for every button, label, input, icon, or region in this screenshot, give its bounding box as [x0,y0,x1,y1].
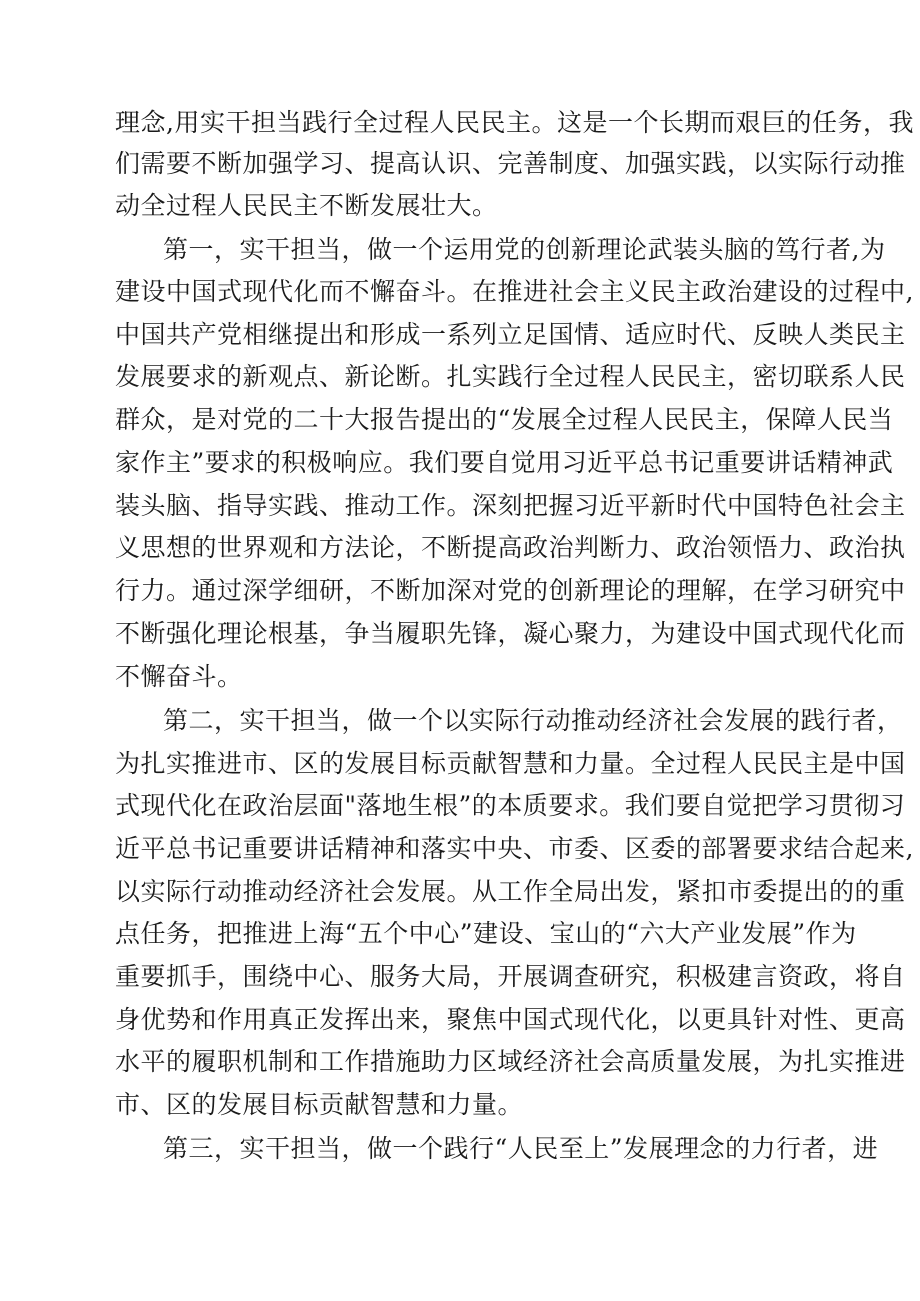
text-line: 建设中国式现代化而不懈奋斗。在推进社会主义民主政治建设的过程中, [115,277,914,306]
paragraph-first-line: 第一，实干担当，做一个运用党的创新理论武装头脑的笃行者,为 [163,235,886,264]
text-line: 为扎实推进市、区的发展目标贡献智慧和力量。全过程人民民主是中国 [115,749,906,778]
text-line: 点任务，把推进上海“五个中心”建设、宝山的“六大产业发展”作为 [115,919,857,948]
text-line: 发展要求的新观点、新论断。扎实践行全过程人民民主，密切联系人民 [115,362,906,391]
text-line: 群众，是对党的二十大报告提出的“发展全过程人民民主，保障人民当 [115,405,894,434]
text-line: 式现代化在政治层面"落地生根”的本质要求。我们要自觉把学习贯彻习 [115,791,906,820]
text-line: 重要抓手，围绕中心、服务大局，开展调查研究，积极建言资政，将自 [115,962,906,991]
paragraph-first-line: 第三，实干担当，做一个践行“人民至上”发展理念的力行者，进 [163,1134,879,1163]
paragraph-first-line: 第二，实干担当，做一个以实际行动推动经济社会发展的践行者， [163,706,903,735]
text-line: 理念,用实干担当践行全过程人民民主。这是一个长期而艰巨的任务，我 [115,108,914,137]
text-line: 以实际行动推动经济社会发展。从工作全局出发，紧扣市委提出的的重 [115,877,906,906]
text-line: 家作主”要求的积极响应。我们要自觉用习近平总书记重要讲话精神武 [115,448,894,477]
text-line: 近平总书记重要讲话精神和落实中央、市委、区委的部署要求结合起来, [115,834,914,863]
text-line: 市、区的发展目标贡献智慧和力量。 [115,1090,524,1119]
text-line: 身优势和作用真正发挥出来，聚焦中国式现代化，以更具针对性、更高 [115,1005,906,1034]
text-line: 中国共产党相继提出和形成一系列立足国情、适应时代、反映人类民主 [115,320,906,349]
text-line: 动全过程人民民主不断发展壮大。 [115,191,498,220]
text-line: 不断强化理论根基，争当履职先锋，凝心聚力，为建设中国式现代化而 [115,619,906,648]
text-line: 们需要不断加强学习、提高认识、完善制度、加强实践，以实际行动推 [115,149,906,178]
text-line: 行力。通过深学细研，不断加深对党的创新理论的理解，在学习研究中 [115,576,906,605]
text-line: 装头脑、指导实践、推动工作。深刻把握习近平新时代中国特色社会主 [115,491,906,520]
text-line: 不懈奋斗。 [115,662,243,691]
text-line: 水平的履职机制和工作措施助力区域经济社会高质量发展，为扎实推进 [115,1047,906,1076]
text-line: 义思想的世界观和方法论，不断提高政治判断力、政治领悟力、政治执 [115,533,906,562]
